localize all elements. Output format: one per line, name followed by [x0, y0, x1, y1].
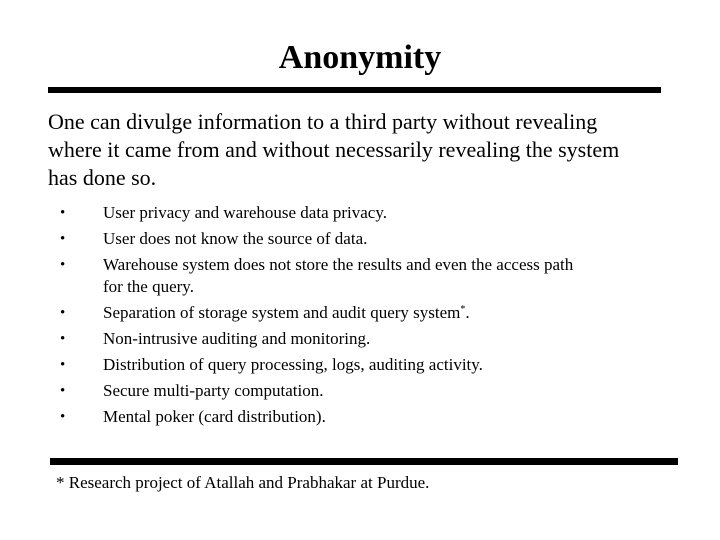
bullet-item — [0, 254, 720, 298]
bullet-text-tail: . — [465, 303, 470, 322]
bullet-icon: • — [60, 383, 66, 399]
bullet-icon: • — [60, 205, 66, 221]
bullet-icon: • — [60, 305, 66, 321]
bullet-text — [103, 254, 683, 298]
bullet-text: Non-intrusive auditing and monitoring. — [103, 329, 371, 348]
bullet-text: Mental poker (card distribution). — [103, 407, 326, 426]
title-divider — [48, 87, 661, 93]
bullet-item — [0, 302, 720, 324]
bullet-text: Distribution of query processing, logs, auditing activity. — [103, 355, 483, 374]
bullet-icon: • — [60, 231, 66, 247]
bullet-text: Secure multi-party computation. — [103, 381, 324, 400]
footnote-divider — [50, 458, 678, 465]
bullet-icon: • — [60, 257, 66, 273]
intro-paragraph — [48, 108, 688, 192]
intro-line: One can divulge information to a third party without revealing — [48, 109, 598, 134]
bullet-text-line: for the query. — [103, 277, 194, 296]
bullet-icon: • — [60, 409, 66, 425]
footnote-marker: * — [460, 304, 466, 315]
slide-title: Anonymity — [278, 39, 442, 76]
intro-line: has done so. — [48, 165, 157, 190]
bullet-text: User does not know the source of data. — [103, 229, 368, 248]
bullet-item — [0, 380, 720, 402]
bullet-item — [0, 202, 720, 224]
footnote: * Research project of Atallah and Prabhakar at Purdue. — [56, 473, 430, 492]
bullet-text: User privacy and warehouse data privacy. — [103, 203, 387, 222]
bullet-text-main: Separation of storage system and audit query system — [103, 303, 461, 322]
bullet-icon: • — [60, 331, 66, 347]
intro-line: where it came from and without necessarily revealing the system — [48, 137, 620, 162]
bullet-item — [0, 228, 720, 250]
bullet-list — [0, 202, 720, 432]
bullet-icon: • — [60, 357, 66, 373]
bullet-item — [0, 328, 720, 350]
bullet-text — [103, 302, 683, 324]
bullet-text-line: Warehouse system does not store the results and even the access path — [103, 255, 574, 274]
bullet-item — [0, 354, 720, 376]
bullet-item — [0, 406, 720, 428]
